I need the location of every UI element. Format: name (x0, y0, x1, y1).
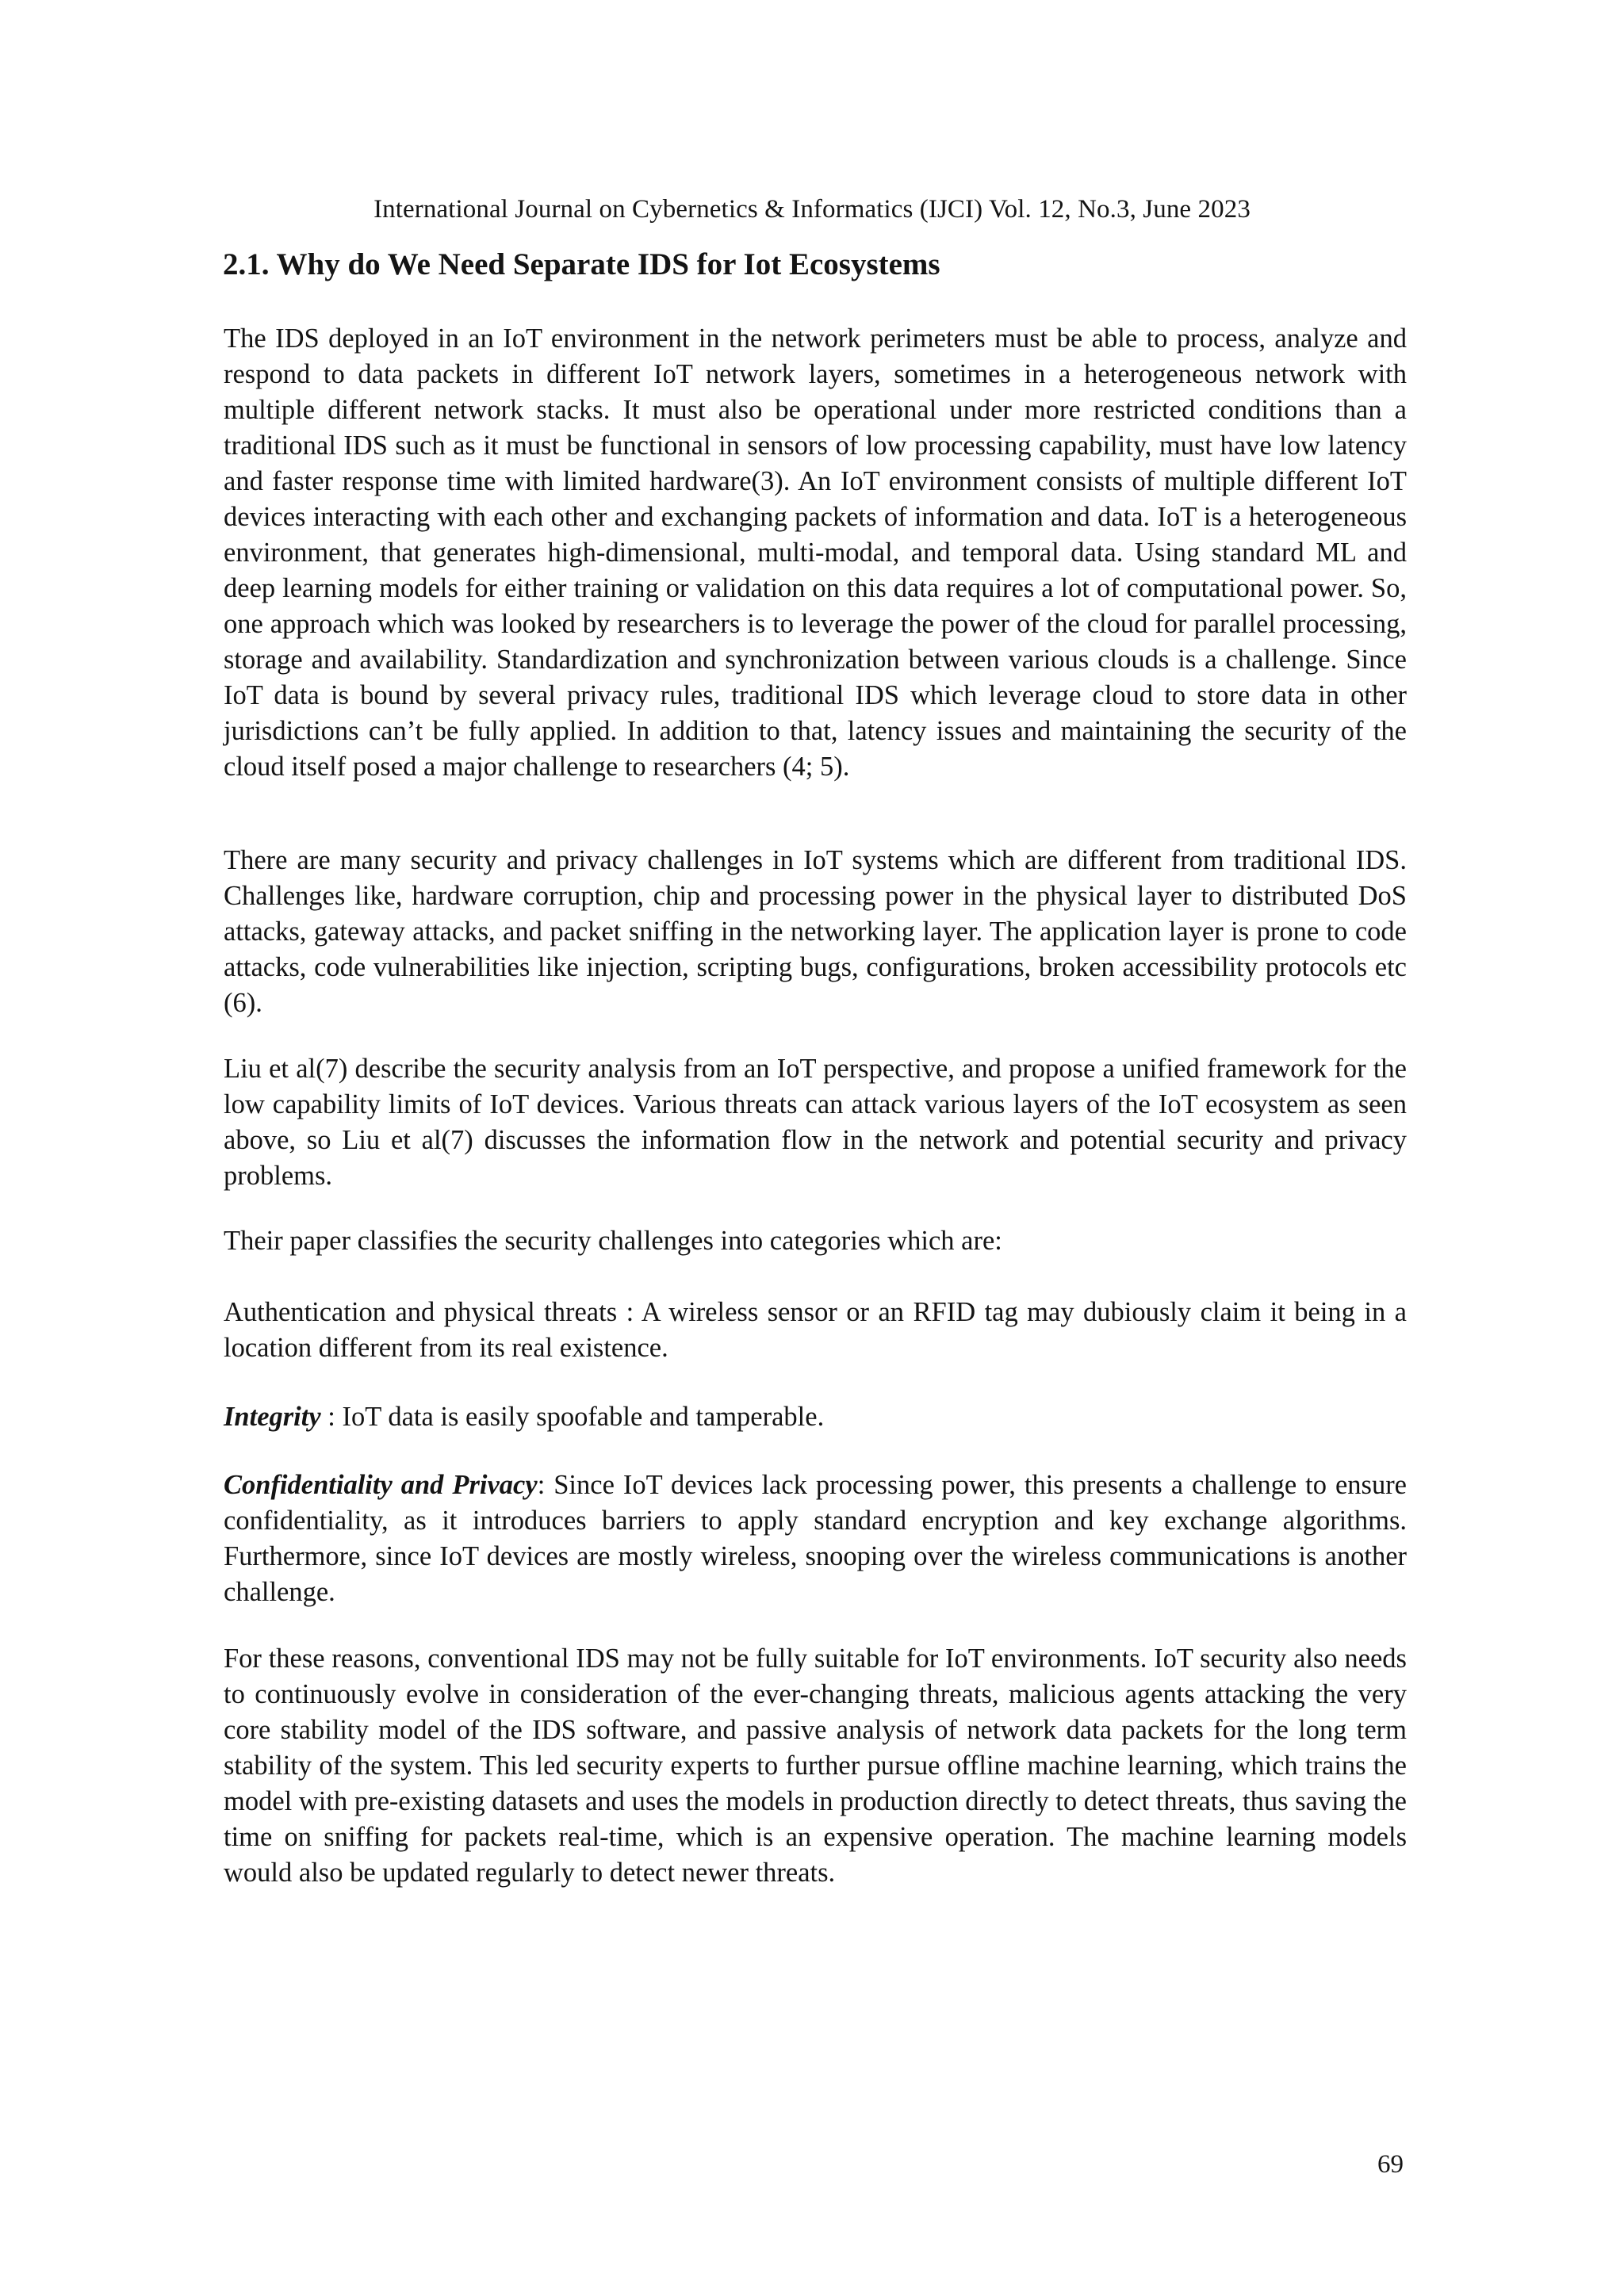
confidentiality-term: Confidentiality and Privacy (224, 1470, 538, 1500)
section-heading: 2.1. Why do We Need Separate IDS for Iot Ecosystems (223, 247, 940, 281)
paragraph-ids-requirements: The IDS deployed in an IoT environment in the network perimeters must be able to process, analyze and respond to data packets in different IoT network layers, sometimes in a heterogeneous network with multiple different network stacks. It must also be operational under more restricted conditions than a traditional IDS such as it must be functional in sensors of low processing capability, must have low latency and faster response time with limited hardware(3). An IoT environment consists of multiple different IoT devices interacting with each other and exchanging packets of information and data. IoT is a heterogeneous environment, that generates high-dimensional, multi-modal, and temporal data. Using standard ML and deep learning models for either training or validation on this data requires a lot of computational power. So, one approach which was looked by researchers is to leverage the power of the cloud for parallel processing, storage and availability. Standardization and synchronization between various clouds is a challenge. Since IoT data is bound by several privacy rules, traditional IDS which leverage cloud to store data in other jurisdictions can’t be fully applied. In addition to that, latency issues and maintaining the security of the cloud itself posed a major challenge to researchers (4; 5). (224, 323, 1407, 782)
integrity-term: Integrity (224, 1402, 321, 1432)
paragraph-integrity (224, 1399, 1407, 1435)
paragraph-liu-framework: Liu et al(7) describe the security analysis from an IoT perspective, and propose a unified framework for the low capability limits of IoT devices. Various threats can attack various layers of the IoT ecosystem as seen above, so Liu et al(7) discusses the information flow in the network and potential security and privacy problems. (224, 1054, 1407, 1191)
integrity-text: : IoT data is easily spoofable and tamperable. (320, 1402, 825, 1432)
confidentiality-text: : Since IoT devices lack processing power, this presents a challenge to ensure confidentiality, as it introduces barriers to apply standard encryption and key exchange algorithms. Furthermore, since IoT devices are mostly wireless, snooping over the wireless communications is another challenge. (224, 1470, 1407, 1607)
page-number: 69 (1377, 2150, 1404, 2179)
paragraph-security-challenges: There are many security and privacy challenges in IoT systems which are different from traditional IDS. Challenges like, hardware corruption, chip and processing power in the physical layer to distributed DoS attacks, gateway attacks, and packet sniffing in the networking layer. The application layer is prone to code attacks, code vulnerabilities like injection, scripting bugs, configurations, broken accessibility protocols etc (6). (224, 845, 1407, 1018)
paragraph-conclusion: For these reasons, conventional IDS may not be fully suitable for IoT environments. IoT security also needs to continuously evolve in consideration of the ever-changing threats, malicious agents attacking the very core stability model of the IDS software, and passive analysis of network data packets for the long term stability of the system. This led security experts to further pursue offline machine learning, which trains the model with pre-existing datasets and uses the models in production directly to detect threats, thus saving the time on sniffing for packets real-time, which is an expensive operation. The machine learning models would also be updated regularly to detect newer threats. (224, 1644, 1407, 1888)
paragraph-categories-intro: Their paper classifies the security challenges into categories which are: (224, 1226, 1002, 1256)
paragraph-confidentiality (224, 1468, 1407, 1610)
paragraph-authentication: Authentication and physical threats : A wireless sensor or an RFID tag may dubiously claim it being in a location different from its real existence. (224, 1297, 1407, 1363)
running-header: International Journal on Cybernetics & Informatics (IJCI) Vol. 12, No.3, June 2023 (373, 195, 1251, 224)
